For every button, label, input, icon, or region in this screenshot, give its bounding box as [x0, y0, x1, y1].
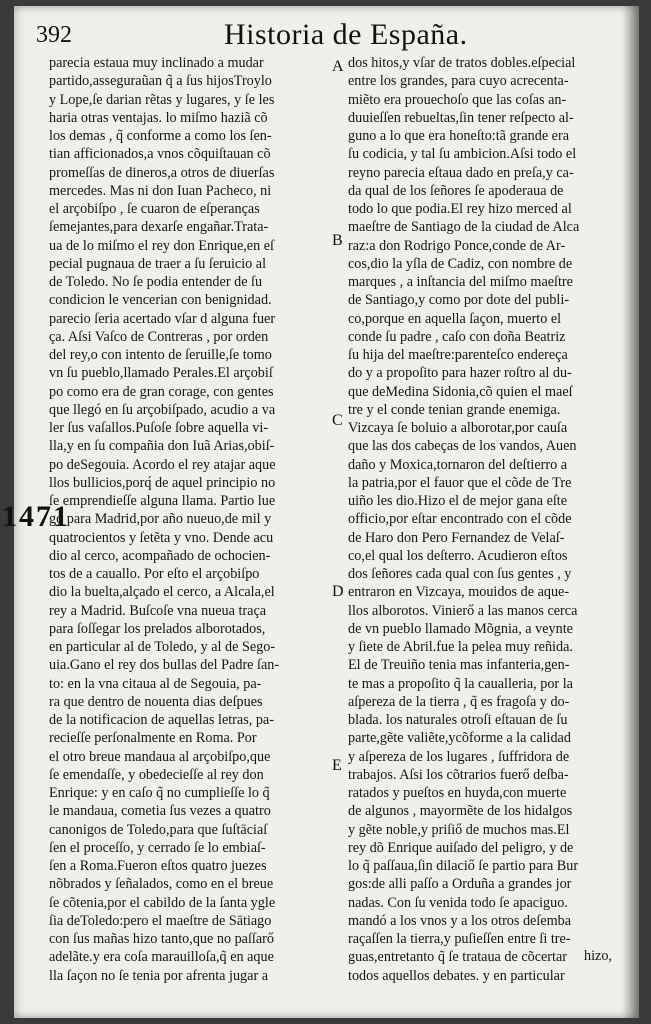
- text-line: cos,dio la yſla de Cadiz, con nombre de: [348, 255, 573, 272]
- text-line: ua de lo miſmo el rey don Enrique,en eſ: [49, 237, 274, 254]
- text-line: la patria,por el fauor que el cõde de Tre: [348, 474, 572, 491]
- text-line: ça. Aſsi Vaſco de Contreras , por orden: [49, 328, 269, 345]
- text-line: de la notificacion de aquellas letras, pa-: [49, 712, 274, 728]
- text-line: miẽto era prouechoſo que las coſas an-: [348, 91, 567, 108]
- left-text-column: [49, 54, 327, 985]
- catchword: hizo,: [584, 948, 612, 964]
- margin-letter-a: A: [332, 58, 344, 75]
- text-line: rey dõ Enrique auiſado del peligro, y de: [348, 839, 574, 856]
- text-line: de Haro don Pero Fernandez de Velaſ-: [348, 529, 565, 546]
- text-line: dio la buelta,alçado el cerco, a Alcala,el: [49, 584, 275, 601]
- text-line: todos aquellos debates. y en particular: [348, 967, 565, 984]
- text-line: recieſſe perſonalmente en Roma. Por: [49, 730, 257, 747]
- text-line: el arçobiſpo , ſe cuaron de eſperanças: [49, 201, 260, 217]
- margin-letter-e: E: [332, 757, 342, 774]
- text-line: partido,asseguraũan q̃ a ſus hijosTroylo: [49, 73, 272, 90]
- text-line: el otro breue mandaua al arçobiſpo,que: [49, 748, 271, 765]
- text-line: guno a lo que era honeſto:tã grande era: [348, 128, 569, 144]
- text-line: llos bullicios,porq́ de aquel principio no: [49, 474, 276, 491]
- text-line: trabajos. Aſsi los cõtrarios fuerő deſba-: [348, 766, 569, 783]
- text-line: maeſtre de Santiago de la ciudad de Alca: [348, 219, 580, 236]
- text-line: mercedes. Mas ni don Iuan Pacheco, ni: [49, 182, 272, 199]
- text-line: de Santiago,y como por dote del publi-: [348, 292, 570, 309]
- text-line: te mas a propoſito q̃ la caualleria, por la: [348, 675, 573, 692]
- text-line: Vizcaya ſe boluio a alborotar,por cauſa: [348, 420, 568, 436]
- text-line: ſe emprendieſſe alguna llama. Partio lue: [49, 493, 276, 509]
- text-line: co,porque en aquella ſaçon, muerto el: [348, 310, 562, 327]
- text-line: mandó a los vnos y a los otros deſemba: [348, 912, 572, 929]
- text-line: guas,entretanto q̃ ſe trataua de cõcertar: [348, 949, 567, 966]
- text-line: que deMedina Sidonia,cõ quien el maeſ: [348, 383, 573, 400]
- text-line: rey a Madrid. Buſcoſe vna nueua traça: [49, 602, 267, 619]
- text-line: parte,gẽte valiẽte,ycõforme a la calidad: [348, 730, 571, 747]
- text-line: ra que dentro de nouenta dias deſpues: [49, 693, 263, 710]
- text-line: po deSegouia. Acordo el rey atajar aque: [49, 456, 276, 473]
- text-line: con ſus mañas hizo tanto,que no paſſarő: [49, 931, 274, 947]
- text-line: da qual de los ſeñores ſe apoderaua de: [348, 182, 564, 199]
- text-line: entre los grandes, para cuyo acrecenta-: [348, 73, 569, 90]
- text-line: ſe cõtenia,por el cabildo de la ſanta ygle: [49, 894, 276, 911]
- text-line: do y a propoſito para hazer roſtro al du-: [348, 365, 572, 382]
- text-line: ſe emendaſſe, y obedecieſſe al rey don: [49, 766, 264, 783]
- text-line: lla,y en ſu compañia don Iuã Arias,obiſ-: [49, 438, 275, 455]
- margin-letter-d: D: [332, 583, 344, 600]
- margin-year: 1471: [2, 500, 70, 533]
- text-line: parecia estaua muy inclinado a mudar: [49, 55, 264, 71]
- text-line: quatrocientos y ſetẽta y vno. Dende acu: [49, 529, 274, 546]
- text-line: que las dos cabeças de los vandos, Auen: [348, 438, 577, 455]
- text-line: nõbrados y ſeñalados, como en el breue: [49, 876, 274, 893]
- text-line: Enrique: y en caſo q̃ no cumplieſſe lo q̃: [49, 785, 270, 801]
- text-line: de Toledo. No ſe podia entender de ſu: [49, 274, 263, 290]
- margin-letter-b: B: [332, 232, 343, 249]
- text-line: llos alborotos. Vinierő a las manos cerca: [348, 602, 578, 619]
- text-line: co,el qual los deſterro. Acudieron eſtos: [348, 547, 568, 564]
- text-line: vn ſu pueblo,llamado Perales.El arçobiſ: [49, 365, 273, 382]
- text-line: del rey,o con intento de ſeruille,ſe tomo: [49, 347, 272, 363]
- text-line: le mandaua, cometia ſus vezes a quatro: [49, 803, 271, 820]
- text-line: dos hitos,y vſar de tratos dobles.eſpecial: [348, 55, 576, 71]
- text-line: to: en la vna citaua al de Segouia, pa-: [49, 675, 262, 692]
- text-line: pecial pugnaua de traer a ſu ſeruicio al: [49, 255, 267, 272]
- text-line: raçaſſen la tierra,y puſieſſen entre ſi tre-: [348, 931, 571, 947]
- text-line: dio al cerco, acompañado de ochocien-: [49, 547, 271, 564]
- text-line: ratados y pueſtos en huyda,con muerte: [348, 785, 567, 801]
- text-line: canonigos de Toledo,para que ſuſtāciaſ: [49, 821, 268, 838]
- text-line: que llegó en ſu arçobiſpado, acudio a va: [49, 401, 276, 418]
- text-line: para ſoſſegar los prelados alborotados,: [49, 620, 266, 637]
- text-line: y ſiete de Abril.fue la pelea muy reñida.: [348, 639, 573, 655]
- text-line: ſu hija del maeſtre:parenteſco endereça: [348, 347, 568, 363]
- text-line: de algunos , mayormẽte de los hidalgos: [348, 803, 573, 820]
- text-line: y Lope,ſe darian rẽtas y lugares, y ſe les: [49, 91, 275, 108]
- text-line: condicion le vencerian con benignidad.: [49, 292, 272, 309]
- text-line: uiño les dio.Hizo el de mejor gana eſte: [348, 493, 568, 509]
- text-line: El de Treuiño tenia mas infanteria,gen-: [348, 657, 570, 674]
- text-line: y aſpereza de los lugares , ſuffridora de: [348, 748, 570, 765]
- margin-letter-c: C: [332, 412, 343, 429]
- text-line: ſen a Roma.Fueron eſtos quatro juezes: [49, 858, 267, 874]
- text-line: los demas , q̃ conforme a como los ſen-: [49, 128, 272, 144]
- text-line: lo q̃ paſſaua,ſin dilaciő ſe partio para Bur: [348, 858, 579, 874]
- text-line: go para Madrid,por año nueuo,de mil y: [49, 511, 272, 528]
- text-line: raz:a don Rodrigo Ponce,conde de Ar-: [348, 237, 566, 254]
- text-line: tian afficionados,a vnos cõquiſtauan cõ: [49, 146, 271, 163]
- text-line: conde ſu padre , caſo con doña Beatriz: [348, 328, 566, 345]
- text-line: marques , a inſtancia del miſmo maeſtre: [348, 274, 573, 290]
- right-text-column: [348, 54, 624, 985]
- text-line: officio,por eſtar encontrado con el cõde: [348, 511, 572, 528]
- text-line: promeſſas de dineros,a otros de diuerſas: [49, 164, 275, 181]
- text-line: adelãte.y era coſa marauilloſa,q̃ en aque: [49, 949, 274, 966]
- text-line: reyno parecia eſtaua dado en preſa,y ca-: [348, 164, 574, 181]
- text-line: tos de a cauallo. Por eſto el arçobiſpo: [49, 566, 260, 582]
- text-line: lla ſaçon no ſe tenia por afrenta jugar a: [49, 967, 269, 984]
- text-line: tre y el conde tenian grande enemiga.: [348, 401, 561, 418]
- text-line: ſemejantes,para dexarſe engañar.Trata-: [49, 219, 269, 236]
- page-number: 392: [36, 22, 72, 48]
- text-line: ſia deToledo:pero el maeſtre de Sātiago: [49, 912, 272, 929]
- text-line: aſpereza de la tierra , q̃ es fragoſa y do-: [348, 693, 570, 710]
- text-line: daño y Moxica,tornaron del deſtierro a: [348, 456, 568, 473]
- text-line: en particular al de Toledo, y al de Sego-: [49, 639, 276, 655]
- page-header: [14, 14, 639, 54]
- text-line: blada. los naturales otroſi eſtauan de ſu: [348, 712, 568, 728]
- text-line: haria otras ventajas. lo miſmo haziã cõ: [49, 109, 268, 126]
- running-title: Historia de España.: [224, 18, 468, 51]
- text-line: de vn pueblo llamado Mõgnia, a veynte: [348, 620, 573, 637]
- text-line: duuieſſen rebueltas,ſin tener reſpecto al-: [348, 109, 574, 126]
- text-line: entraron en Vizcaya, mouidos de aque-: [348, 584, 570, 601]
- text-line: parecio ſeria acertado vſar d alguna fuer: [49, 310, 276, 327]
- text-line: todo lo que podia.El rey hizo merced al: [348, 201, 572, 217]
- text-line: gos:de alli paſſo a Orduña a grandes jor: [348, 876, 572, 893]
- book-page: [2, 6, 639, 1018]
- text-line: dos ſeñores cada qual con ſus gentes , y: [348, 566, 572, 582]
- text-line: nadas. Con ſu venida todo ſe apaciguo.: [348, 894, 568, 911]
- text-line: po como era de gran corage, con gentes: [49, 383, 274, 400]
- text-line: ſu codicia, y tal ſu ambicion.Aſsi todo el: [348, 146, 577, 163]
- text-line: ſen el proceſſo, y cerrado ſe lo embiaſ-: [49, 839, 266, 856]
- text-line: ler ſus vaſallos.Puſoſe ſobre aquella vi-: [49, 420, 269, 436]
- text-line: uia.Gano el rey dos bullas del Padre ſan-: [49, 657, 280, 674]
- text-line: y gẽte noble,y priſiő de muchos mas.El: [348, 821, 570, 838]
